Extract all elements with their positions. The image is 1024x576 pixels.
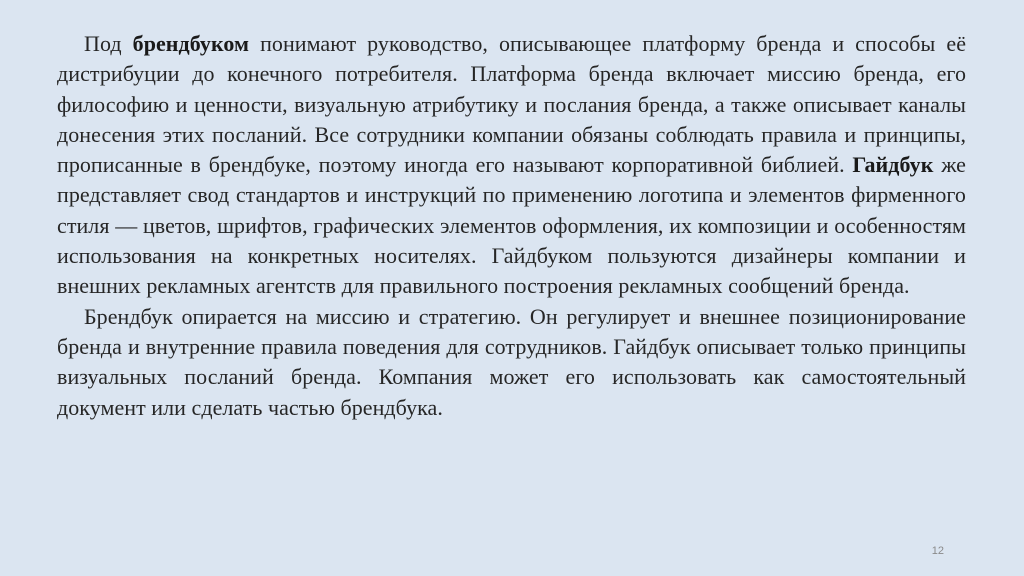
- paragraph-brandbook-definition: [57, 29, 966, 302]
- term-guidebook: Гайдбук: [852, 152, 934, 178]
- paragraph-text: понимают руководство, описывающее платформу бренда и способы её дистрибуции до конечного потребителя. Платформа бренда включает миссию бренда, его философию и ценности, визуальную атрибутику и послания бренда, а также описывает каналы донесения этих посланий. Все сотрудники компании обязаны соблюдать правила и принципы, прописанные в брендбуке, поэтому иногда его называют корпоративной библией.: [57, 31, 967, 178]
- paragraph-text: же представляет свод стандартов и инструкций по применению логотипа и элементов фирменного стиля — цветов, шрифтов, графических элементов оформления, их композиции и особенностям использования на конкретных носителях. Гайдбуком пользуются дизайнеры компании и внешних рекламных агентств для правильного построения рекламных сообщений бренда.: [57, 152, 966, 299]
- page-number: 12: [931, 545, 944, 557]
- term-brandbook: брендбуком: [132, 31, 250, 56]
- paragraph-brandbook-vs-guidebook: [57, 302, 966, 423]
- paragraph-text: Брендбук опирается на миссию и стратегию. Он регулирует и внешнее позиционирование бренда и внутренние правила поведения для сотрудников. Гайдбук описывает только принципы визуальных посланий бренда. Компания может его использовать как самостоятельный документ или сделать частью брендбука.: [57, 303, 966, 420]
- slide-body: [57, 29, 966, 423]
- paragraph-text: Под: [84, 31, 133, 56]
